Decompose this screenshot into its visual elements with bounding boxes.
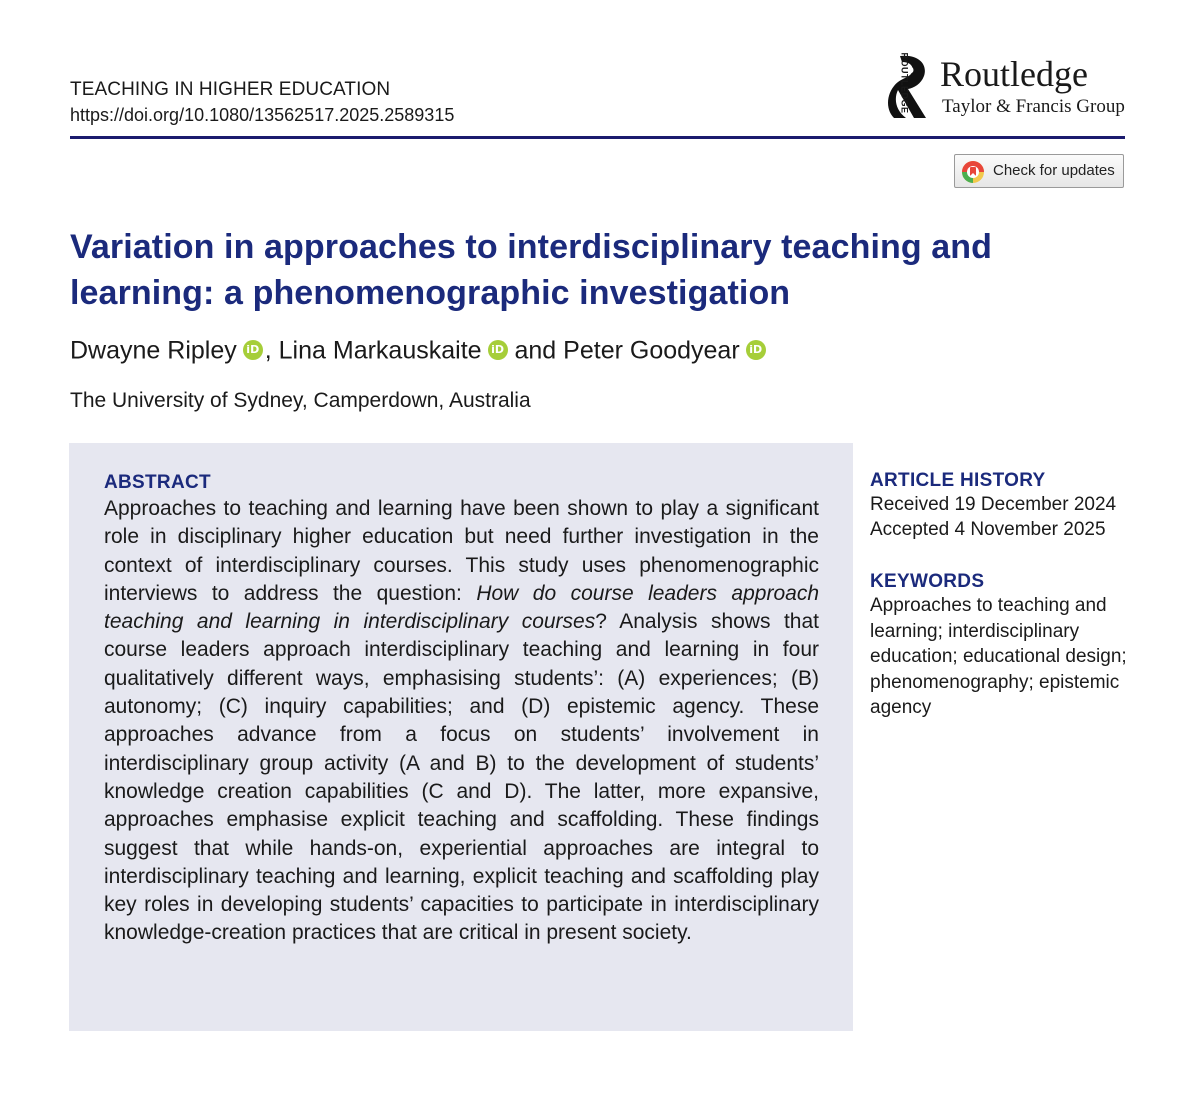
- doi-link[interactable]: https://doi.org/10.1080/13562517.2025.2589315: [70, 105, 455, 125]
- orcid-icon[interactable]: iD: [746, 340, 766, 360]
- check-for-updates-button[interactable]: [954, 154, 1124, 188]
- keywords-section: [870, 571, 1150, 721]
- accepted-date: Accepted 4 November 2025: [870, 519, 1106, 540]
- orcid-icon[interactable]: iD: [243, 340, 263, 360]
- publisher-group: Taylor & Francis Group: [942, 96, 1125, 117]
- author-name[interactable]: Lina Markauskaite: [278, 336, 482, 365]
- article-history: [870, 470, 1150, 542]
- received-date: Received 19 December 2024: [870, 494, 1117, 515]
- affiliation: The University of Sydney, Camperdown, Australia: [70, 389, 531, 412]
- author-list: [70, 334, 766, 365]
- abstract-heading: ABSTRACT: [104, 472, 211, 493]
- crossmark-icon: [961, 160, 985, 184]
- article-title: Variation in approaches to interdisciplinary teaching and learning: a phenomenographic investigation: [70, 228, 993, 312]
- keywords-text: Approaches to teaching and learning; interdisciplinary education; educational design; phenomenography; epistemic agency: [870, 595, 1127, 718]
- author-name[interactable]: Dwayne Ripley: [70, 336, 237, 365]
- author-conjunction: and: [514, 336, 557, 365]
- journal-name: TEACHING IN HIGHER EDUCATION: [70, 79, 391, 100]
- abstract-part-1: Approaches to teaching and learning have been shown to play a significant role in disciplinary higher education but need further investigation in the context of interdisciplinary courses. This study uses phenomenographic interviews to address the question:: [104, 497, 819, 605]
- logo-vertical-text: ROUTLEDGE: [899, 52, 910, 114]
- abstract-part-2: ? Analysis shows that course leaders approach interdisciplinary teaching and learning in four qualitatively different ways, emphasising students’: (A) experiences; (B) autonomy; (C) inquiry capabilities; and (D) epistemic agency. These approaches advance from a focus on students’ involvement in interdisciplinary group activity (A and B) to the development of students’ knowledge creation capabilities (C and D). The latter, more expansive, approaches emphasise explicit teaching and scaffolding. These findings suggest that while hands-on, experiential approaches are integral to interdisciplinary teaching and learning, explicit teaching and scaffolding play key roles in developing students’ capacities to participate in interdisciplinary knowledge-creation practices that are critical in present society.: [104, 610, 819, 945]
- abstract-box: [69, 443, 853, 1031]
- publisher-name: Routledge: [940, 54, 1088, 94]
- history-heading: ARTICLE HISTORY: [870, 470, 1046, 491]
- check-for-updates-label: Check for updates: [993, 162, 1115, 179]
- keywords-heading: KEYWORDS: [870, 571, 985, 592]
- header-rule: [70, 136, 1125, 139]
- author-name[interactable]: Peter Goodyear: [563, 336, 740, 365]
- orcid-icon[interactable]: iD: [488, 340, 508, 360]
- abstract-text: [104, 495, 819, 948]
- author-separator: ,: [264, 336, 272, 365]
- abstract-research-question: How do course leaders approach teaching and learning in interdisciplinary courses: [104, 581, 819, 634]
- routledge-logo[interactable]: [880, 48, 1130, 126]
